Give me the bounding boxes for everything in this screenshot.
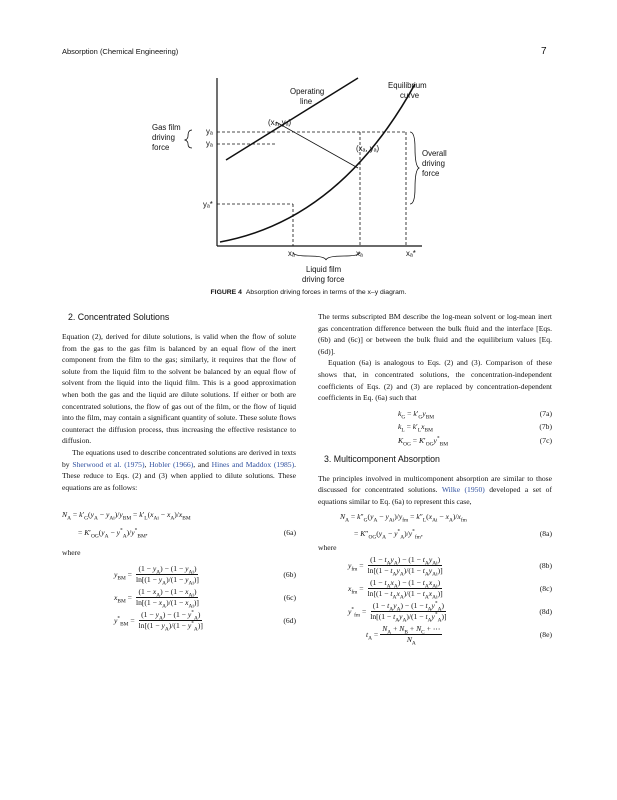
equilibrium-curve xyxy=(220,84,415,242)
overall-label-3: force xyxy=(422,169,440,178)
liquid-film-label-1: Liquid film xyxy=(306,265,342,274)
page-number: 7 xyxy=(541,46,547,57)
figure-caption-text: Absorption driving forces in terms of the x–y diagram. xyxy=(245,289,407,296)
section-heading-multicomponent: 3. Multicomponent Absorption xyxy=(324,453,440,464)
equation-8e: $t_A$ = $\frac{N_A + N_B + N_C + \cdots}{N_A}$ (8e) xyxy=(366,624,552,647)
tie-line xyxy=(276,122,358,168)
paragraph-bm-terms: The terms subscripted BM describe the log-mean solvent or log-mean inert gas concentration difference between the bulk fluid and the interface [Eqs. (6b) and (6c)] or between the bulk fluid and the equilibrium values [Eq. (6d)]. xyxy=(318,312,552,356)
equation-8b: $y_{fm}$ = $\frac{(1 - t_Ay_A) - (1 - t_Ay_{Ai})}{\ln[(1 - t_Ay_A)/(1 - t_Ay_{Ai})]}$ (8b) xyxy=(348,555,552,578)
where-right: where xyxy=(318,542,337,552)
figure-caption xyxy=(0,289,617,296)
equation-7c: $K_{OG} = K'_{OG}y^*_{BM}$ (7c) xyxy=(398,435,552,448)
ref-wilke-link[interactable]: Wilke (1950) xyxy=(441,485,485,495)
operating-line-label-2: line xyxy=(300,97,313,106)
paragraph-comparison: Equation (6a) is analogous to Eqs. (2) and (3). Comparison of these shows that, in concentrated solutions, the concentration-independent coefficients of Eqs. (2) and (3) are replaced by concentration-dependent coefficients in Eq. (6a) such that xyxy=(318,358,552,403)
section-heading-concentrated: 2. Concentrated Solutions xyxy=(68,312,170,322)
liquid-film-label-2: driving force xyxy=(302,275,345,284)
equation-8a: $N_A = k''_G(y_A - y_{Ai})/y_{fm} = k''_L(x_{Ai} - x_A)/x_{fm}$ = $K''_{OG}(y_A - y^*_A)/y^*_{fm}$, (8a) xyxy=(340,512,552,541)
eq-number-8b: (8b) xyxy=(539,560,552,570)
eq-number-7b: (7b) xyxy=(539,422,552,432)
eq-number-7c: (7c) xyxy=(539,435,552,445)
equilibrium-label-1: Equilibrium xyxy=(388,81,427,90)
equation-8d: $y^*_{fm}$ = $\frac{(1 - t_Ay_A) - (1 - t_Ay^*_A)}{\ln[(1 - t_Ay_A)/(1 - t_Ay^*_A)]}$ (8d) xyxy=(348,600,552,624)
eq-number-6c: (6c) xyxy=(283,592,296,602)
paragraph-dilute: Equation (2), derived for dilute solutions, is valid when the flow of solute from the gas to the gas film is balanced by an equal flow of the inert component from the film to the gas; similarly, it requires that the flow of solute from the liquid film to the solvent be balanced by an equal flow of solvent from the liquid into the liquid film. This is a good approximation when both the gas and the liquid are dilute solutions. If either or both are concentrated solutions, the flow of gas out of the film, or the flow of liquid into the film, may contain a significant quantity of solute. These solute flows counteract the diffusion process, thus increasing the effective resistance to diffusion. xyxy=(62,332,296,446)
y-tick-ya: yₐ xyxy=(206,127,213,136)
eq-number-7a: (7a) xyxy=(539,408,552,418)
operating-line-label-1: Operating xyxy=(290,87,325,96)
equation-6c: $x_{BM}$ = $\frac{(1 - x_A) - (1 - x_{Ai})}{\ln[(1 - x_A)/(1 - x_{Ai})]}$ (6c) xyxy=(114,587,296,610)
equation-6a: $N_A = k'_G(y_A - y_{Ai})/y_{BM} = k'_L(x_{Ai} - x_A)/x_{BM}$ = $K'_{OG}(y_A - y^*_A)/y^*_{BM}$, (6a) xyxy=(62,510,296,540)
equation-7a: $k_G = k'_Gy_{BM}$ (7a) xyxy=(398,408,552,421)
eq-number-6d: (6d) xyxy=(283,615,296,625)
x-tick-xai: xₐ xyxy=(356,249,363,258)
eq-number-6a: (6a) xyxy=(283,527,296,537)
liquid-film-brace xyxy=(293,252,360,260)
driving-force-diagram xyxy=(130,70,460,288)
equilibrium-label-2: curve xyxy=(400,91,420,100)
eq-number-8c: (8c) xyxy=(539,583,552,593)
equation-8c: $x_{fm}$ = $\frac{(1 - t_Ax_A) - (1 - t_Ax_{Ai})}{\ln[(1 - t_Ax_A)/(1 - t_Ax_{Ai})]}$ (8c) xyxy=(348,578,552,601)
eq-number-6b: (6b) xyxy=(283,569,296,579)
ref-hines-link[interactable]: Hines and Maddox (1985) xyxy=(211,459,295,469)
running-head: Absorption (Chemical Engineering) xyxy=(62,47,179,56)
gas-film-label-3: force xyxy=(152,143,170,152)
ref-hobler-link[interactable]: Hobler (1966) xyxy=(149,459,194,469)
eq-number-8d: (8d) xyxy=(539,606,552,616)
x-tick-xastar: xₐ* xyxy=(406,249,416,258)
figure-caption-label: FIGURE 4 xyxy=(210,289,242,296)
overall-brace xyxy=(410,132,419,204)
equation-6d: $y^*_{BM}$ = $\frac{(1 - y_A) - (1 - y^*_A)}{\ln[(1 - y_A)/(1 - y^*_A)]}$ (6d) xyxy=(114,609,296,633)
eq-number-8a: (8a) xyxy=(539,528,552,538)
right-column xyxy=(318,311,552,647)
point-top-label: (xₐ, yₐ) xyxy=(268,118,292,127)
ref-sherwood-link[interactable]: Sherwood et al. (1975) xyxy=(72,459,145,469)
point-right-label: (xₐ, yₐ) xyxy=(356,144,380,153)
equation-6b: $y_{BM}$ = $\frac{(1 - y_A) - (1 - y_{Ai})}{\ln[(1 - y_A)/(1 - y_{Ai})]}$ (6b) xyxy=(114,564,296,587)
gas-film-label-2: driving xyxy=(152,133,175,142)
left-column xyxy=(62,311,296,633)
x-tick-xa: xₐ xyxy=(288,249,295,258)
gas-film-brace xyxy=(185,130,192,148)
where-left: where xyxy=(62,547,81,557)
y-tick-yastar: yₐ* xyxy=(203,200,213,209)
paragraph-references: The equations used to describe concentrated solutions are derived in texts by Sherwood et al. (1975), Hobler (1966), and Hines and Maddox (1985). These reduce to Eqs. (2) and (3) when applied to dilute solutions. These equations are as follows: xyxy=(62,447,297,492)
overall-label-1: Overall xyxy=(422,149,447,158)
y-tick-yai: yₐ xyxy=(206,139,213,148)
eq-number-8e: (8e) xyxy=(539,629,552,639)
gas-film-label-1: Gas film xyxy=(152,123,181,132)
equation-7b: $k_L = k'_Lx_{BM}$ (7b) xyxy=(398,422,552,434)
overall-label-2: driving xyxy=(422,159,445,168)
paragraph-multicomponent: The principles involved in multicomponent absorption are similar to those discussed for concentrated solutions. Wilke (1950) developed a set of equations similar to Eq. (6a) to represent this case, xyxy=(318,473,552,506)
